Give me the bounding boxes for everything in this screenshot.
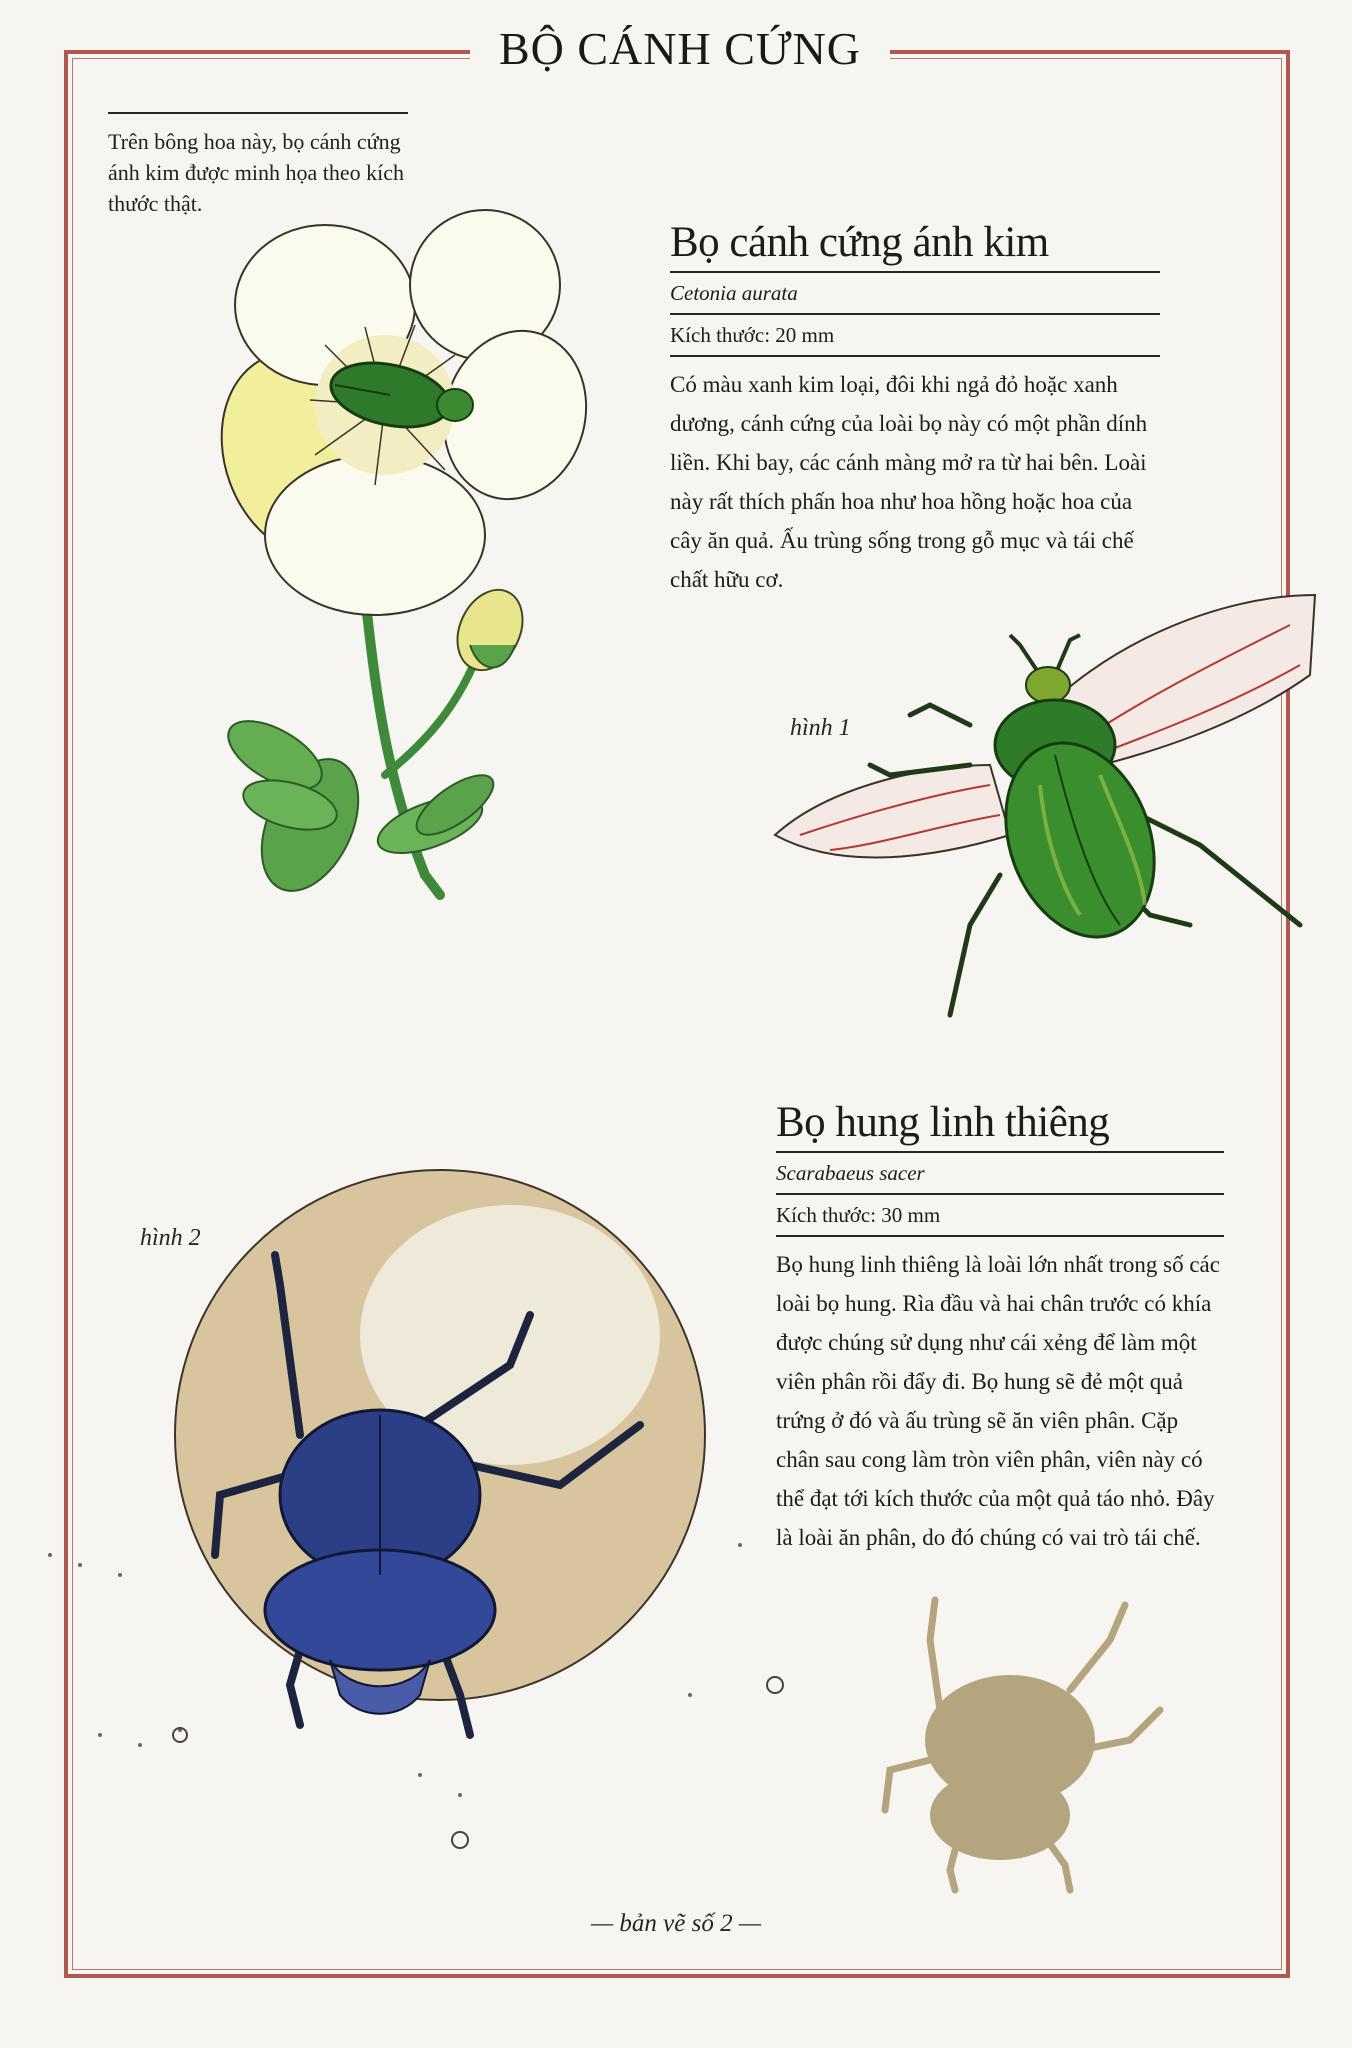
page-title: BỘ CÁNH CỨNG (470, 14, 890, 84)
flying-rose-chafer-illustration (770, 585, 1315, 1025)
plate-number: — bản vẽ số 2 — (590, 1910, 762, 1937)
species-card-rose-chafer (670, 215, 1160, 599)
rose-with-beetle-illustration (215, 215, 635, 985)
species-description: Có màu xanh kim loại, đôi khi ngả đỏ hoặc xanh dương, cánh cứng của loài bọ này có một phần dính liền. Khi bay, các cánh màng mở ra từ hai bên. Loài này rất thích phấn hoa như hoa hồng hoặc hoa của cây ăn quả. Ấu trùng sống trong gỗ mục và tái chế chất hữu cơ. (670, 355, 1160, 599)
species-name: Bọ hung linh thiêng (776, 1099, 1110, 1146)
scientific-name: Cetonia aurata (670, 271, 1160, 313)
species-card-sacred-scarab (776, 1095, 1224, 1557)
species-size: Kích thước: 20 mm (670, 313, 1160, 355)
scientific-name: Scarabaeus sacer (776, 1151, 1224, 1193)
species-name: Bọ cánh cứng ánh kim (670, 219, 1049, 266)
species-description: Bọ hung linh thiêng là loài lớn nhất trong số các loài bọ hung. Rìa đầu và hai chân trước có khía được chúng sử dụng như cái xẻng để làm một viên phân rồi đẩy đi. Bọ hung sẽ đẻ một quả trứng ở đó và ấu trùng sẽ ăn viên phân. Cặp chân sau cong làm tròn viên phân, viên này có thể đạt tới kích thước của một quả táo nhỏ. Đây là loài ăn phân, do đó chúng có vai trò tái chế. (776, 1235, 1224, 1557)
figure-2-label: hình 2 (140, 1225, 201, 1251)
scarab-with-dung-ball-illustration (40, 1135, 780, 1855)
figure-1-label: hình 1 (790, 715, 851, 741)
scarab-size-silhouette (870, 1600, 1170, 1890)
species-size: Kích thước: 30 mm (776, 1193, 1224, 1235)
flower-caption: Trên bông hoa này, bọ cánh cứng ánh kim được minh họa theo kích thước thật. (108, 112, 408, 219)
